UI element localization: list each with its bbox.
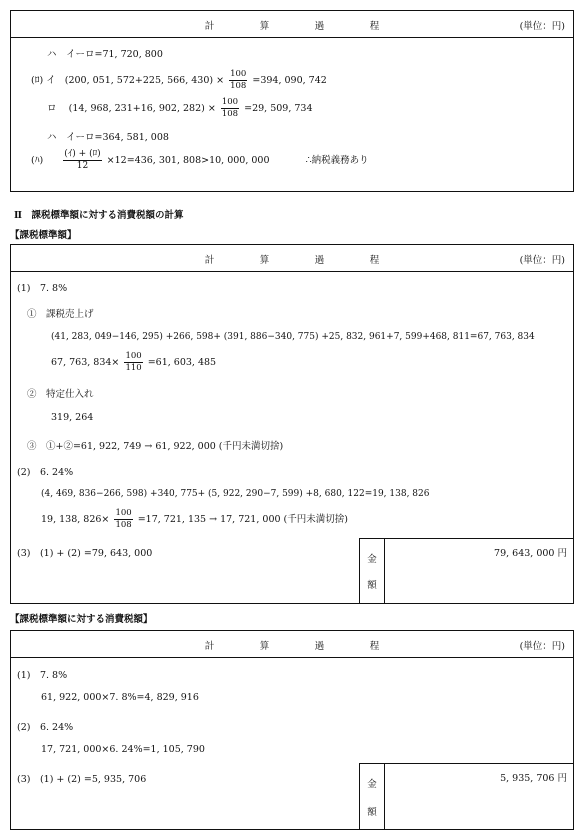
calc-line [51, 351, 216, 374]
calc-line [31, 149, 369, 172]
calc-box-3 [10, 630, 574, 830]
amount-cell [359, 538, 573, 603]
calc-line [47, 97, 313, 120]
line-label: (ﾛ) イ [31, 75, 56, 86]
header-char: 算 [259, 641, 270, 652]
header-char: 過 [314, 641, 325, 652]
calc-line: (2) 6. 24% [17, 467, 74, 478]
header-char: 程 [369, 641, 380, 652]
subsection-title: 【課税標準額に対する消費税額】 [10, 614, 153, 625]
amount-value: 79, 643, 000 円 [494, 548, 567, 559]
header-char: 算 [259, 21, 270, 32]
result: =17, 721, 135 → 17, 721, 000 (千円未満切捨) [137, 514, 348, 525]
header-char: 程 [369, 255, 380, 266]
header-char: 計 [204, 255, 215, 266]
amount-label-char: 額 [367, 580, 377, 591]
header-title [11, 638, 573, 652]
header-char: 計 [204, 21, 215, 32]
calc-line: ① 課税売上げ [27, 309, 94, 320]
header-char: 算 [259, 255, 270, 266]
calc-header [11, 11, 573, 38]
result: =394, 090, 742 [252, 75, 327, 86]
calc-line: (2) 6. 24% [17, 722, 74, 733]
header-char: 計 [204, 641, 215, 652]
fraction: $\frac{\text{(ｲ) + (ﾛ)}}{12}$ [64, 149, 101, 171]
note: ∴納税義務あり [305, 155, 369, 166]
calc-header [11, 245, 573, 272]
amount-label-char: 金 [367, 779, 377, 790]
expression: (14, 968, 231+16, 902, 282) × [68, 103, 216, 114]
calc-line: 319, 264 [51, 412, 94, 423]
calc-line: ③ ①+②=61, 922, 749 → 61, 922, 000 (千円未満切捨) [27, 441, 284, 452]
calc-header [11, 631, 573, 658]
calc-line: ハ イーロ=364, 581, 008 [47, 132, 169, 143]
calc-line: 61, 922, 000×7. 8%=4, 829, 916 [41, 692, 199, 703]
result: =61, 603, 485 [147, 357, 217, 368]
calc-line [41, 508, 348, 531]
section-title: Ⅱ 課税標準額に対する消費税額の計算 [14, 210, 184, 221]
calc-line: 17, 721, 000×6. 24%=1, 105, 790 [41, 744, 205, 755]
line-label: ロ [47, 103, 57, 114]
result: =29, 509, 734 [244, 103, 313, 114]
result: ×12=436, 301, 808>10, 000, 000 [106, 155, 270, 166]
fraction: $\frac{100}{108}$ [115, 508, 132, 530]
amount-label [360, 764, 385, 829]
expression: 19, 138, 826× [41, 514, 110, 525]
calc-line: (3) (1) + (2) =5, 935, 706 [17, 774, 147, 785]
calc-box-2 [10, 244, 574, 604]
unit-label: (単位：円) [519, 21, 565, 32]
line-label: (ﾊ) [31, 155, 44, 166]
header-char: 程 [369, 21, 380, 32]
calc-line: (1) 7. 8% [17, 283, 68, 294]
calc-line: (41, 283, 049−146, 295) +266, 598+ (391, 886−340, 775) +25, 832, 961+7, 599+468, 811=67, 763, 834 [51, 332, 535, 342]
expression: 67, 763, 834× [51, 357, 120, 368]
header-title [11, 18, 573, 32]
fraction: $\frac{100}{108}$ [230, 69, 247, 91]
amount-label-char: 金 [367, 554, 377, 565]
subsection-title: 【課税標準額】 [10, 230, 77, 241]
header-char: 過 [314, 255, 325, 266]
fraction: $\frac{100}{110}$ [125, 351, 142, 373]
amount-label [360, 539, 385, 603]
calc-box-1 [10, 10, 574, 192]
amount-value: 5, 935, 706 円 [500, 773, 567, 784]
fraction: $\frac{100}{108}$ [221, 97, 239, 119]
header-char: 過 [314, 21, 325, 32]
amount-cell [359, 763, 573, 829]
header-title [11, 252, 573, 266]
calc-line: ハ イーロ=71, 720, 800 [47, 49, 163, 60]
expression: (200, 051, 572+225, 566, 430) × [64, 75, 225, 86]
calc-line: (1) 7. 8% [17, 670, 68, 681]
amount-label-char: 額 [367, 807, 377, 818]
unit-label: (単位：円) [519, 641, 565, 652]
calc-line: ② 特定仕入れ [27, 389, 94, 400]
calc-line: (4, 469, 836−266, 598) +340, 775+ (5, 922, 290−7, 599) +8, 680, 122=19, 138, 826 [41, 489, 430, 499]
calc-line: (3) (1) + (2) =79, 643, 000 [17, 548, 153, 559]
calc-line [31, 69, 327, 92]
unit-label: (単位：円) [519, 255, 565, 266]
